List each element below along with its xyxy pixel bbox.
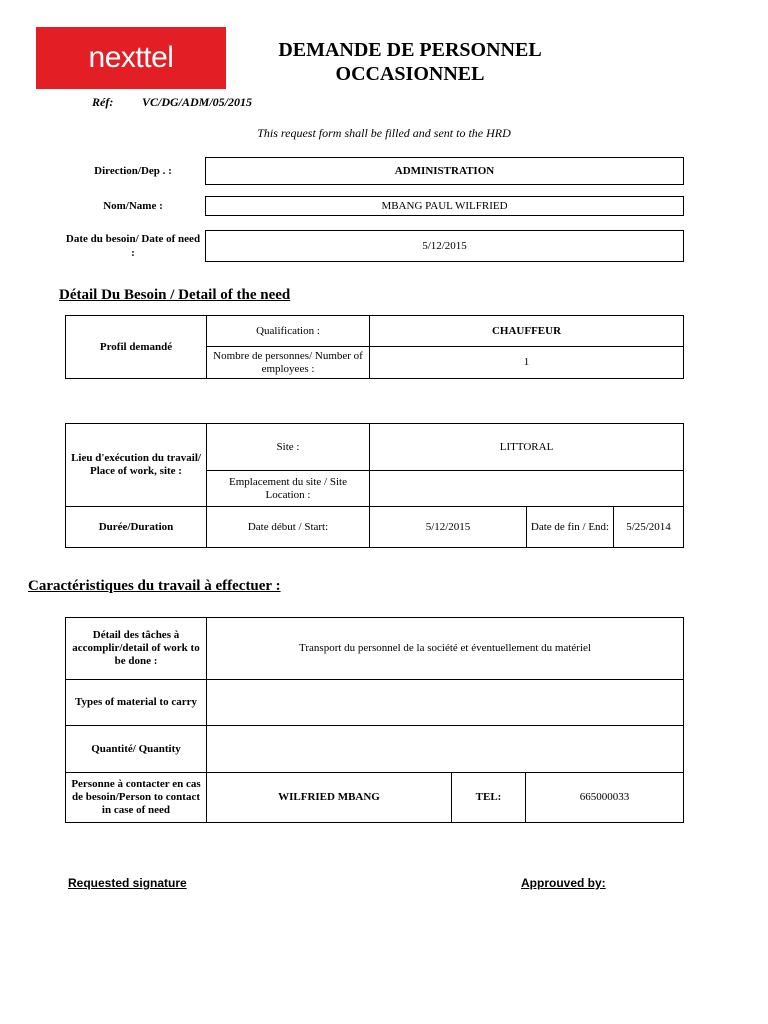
qualification-value[interactable]: CHAUFFEUR <box>370 316 684 347</box>
form-title <box>240 38 580 86</box>
nexttel-logo <box>36 27 226 89</box>
location-value[interactable] <box>370 471 684 507</box>
requested-signature-label: Requested signature <box>68 876 187 890</box>
name-label: Nom/Name : <box>103 200 163 212</box>
contact-label: Personne à contacter en cas de besoin/Person to contact in case of need <box>66 773 207 823</box>
start-value[interactable]: 5/12/2015 <box>370 507 527 548</box>
end-value[interactable]: 5/25/2014 <box>614 507 684 548</box>
approved-by-label: Approuved by: <box>521 876 606 890</box>
place-label: Lieu d'exécution du travail/ Place of work, site : <box>66 424 207 507</box>
qualification-label: Qualification : <box>207 316 370 347</box>
contact-name[interactable]: WILFRIED MBANG <box>207 773 452 823</box>
count-label: Nombre de personnes/ Number of employees : <box>207 347 370 379</box>
need-table <box>65 315 684 379</box>
start-label: Date début / Start: <box>207 507 370 548</box>
logo-text: nexttel <box>88 41 174 74</box>
instruction-text: This request form shall be filled and sent to the HRD <box>257 126 511 140</box>
site-label: Site : <box>207 424 370 471</box>
tasks-label: Détail des tâches à accomplir/detail of work to be done : <box>66 618 207 680</box>
ref-label: Réf: <box>92 95 114 109</box>
profile-label: Profil demandé <box>66 316 207 379</box>
tel-value[interactable]: 665000033 <box>526 773 684 823</box>
title-line-2: OCCASIONNEL <box>335 63 485 85</box>
quantity-value[interactable] <box>207 726 684 773</box>
material-value[interactable] <box>207 680 684 726</box>
count-value[interactable]: 1 <box>370 347 684 379</box>
end-label: Date de fin / End: <box>527 507 614 548</box>
tasks-value[interactable]: Transport du personnel de la société et éventuellement du matériel <box>207 618 684 680</box>
date-label: Date du besoin/ Date of need : <box>65 233 201 259</box>
title-line-1: DEMANDE DE PERSONNEL <box>278 39 542 61</box>
work-place-table <box>65 423 684 548</box>
site-value[interactable]: LITTORAL <box>370 424 684 471</box>
characteristics-table <box>65 617 684 823</box>
date-field[interactable]: 5/12/2015 <box>205 230 684 262</box>
quantity-label: Quantité/ Quantity <box>66 726 207 773</box>
need-section-title: Détail Du Besoin / Detail of the need <box>59 287 291 303</box>
location-label: Emplacement du site / Site Location : <box>207 471 370 507</box>
name-field[interactable]: MBANG PAUL WILFRIED <box>205 196 684 216</box>
direction-label: Direction/Dep . : <box>94 164 172 177</box>
tel-label: TEL: <box>452 773 526 823</box>
ref-value: VC/DG/ADM/05/2015 <box>142 95 253 109</box>
duration-label: Durée/Duration <box>66 507 207 548</box>
characteristics-section-title: Caractéristiques du travail à effectuer : <box>28 578 281 594</box>
material-label: Types of material to carry <box>66 680 207 726</box>
direction-field[interactable]: ADMINISTRATION <box>205 157 684 185</box>
